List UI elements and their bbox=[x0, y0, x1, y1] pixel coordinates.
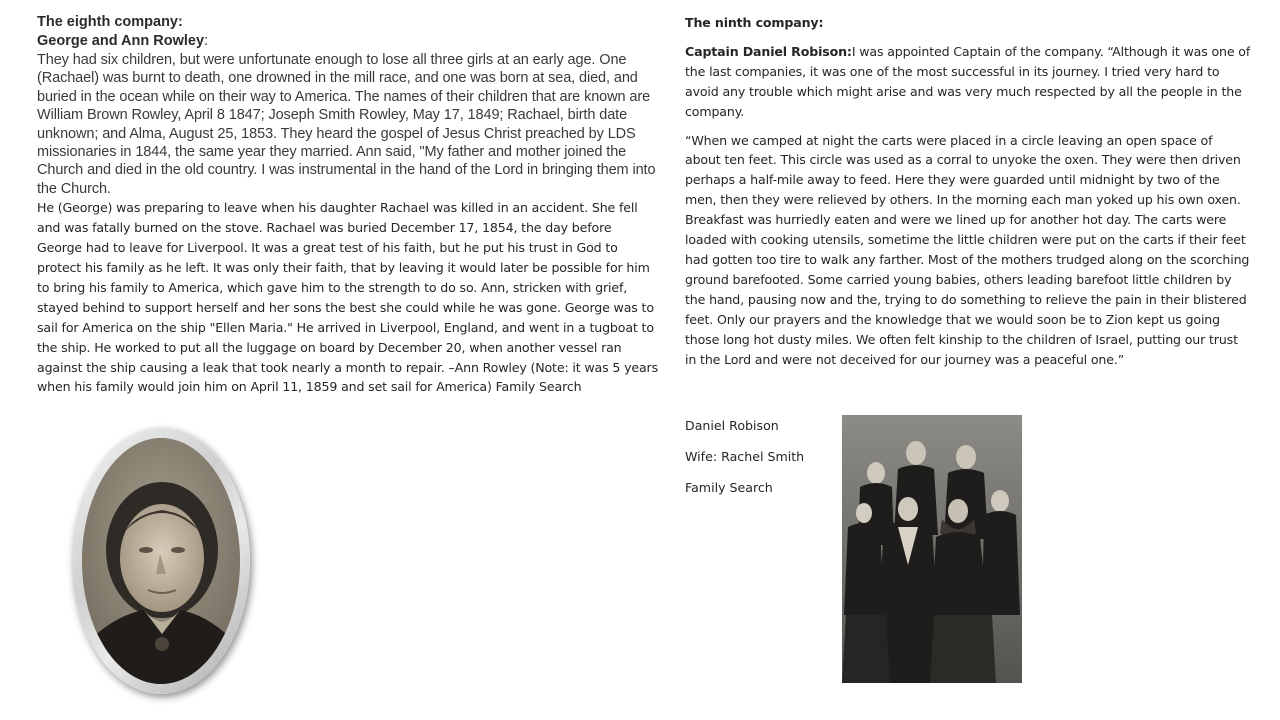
eighth-company-heading: The eighth company: bbox=[37, 14, 183, 30]
family-name-heading bbox=[37, 32, 659, 51]
wife-name: Wife: Rachel Smith bbox=[685, 449, 805, 464]
camp-quote-paragraph: “When we camped at night the carts were placed in a circle leaving an open space of about ten feet. This circle was used as a corral to unyoke the oxen. They were then driven perhaps a half-mile away to feed. Here they were guarded until midnight by two of the men, then they were relieved by others. In the morning each man yoked up his own oxen. Breakfast was hurriedly eaten and were we lined up for another hot day. The carts were loaded with cooking utensils, sometime the little children were put on the carts if their feet had gotten too tire to walk any farther. Most of the mothers trudged along on the scorching ground barefooted. Some carried young babies, others leading barefoot little children by the hand, pausing now and the, trying to do something to relieve the pain in their blistered feet. Only our prayers and the knowledge that we would soon be to Zion kept us going those long hot dusty miles. We often felt kinship to the children of Israel, putting our trust in the Lord and were not deceived for our journey was a peaceful one.” bbox=[685, 132, 1250, 367]
captain-paragraph bbox=[685, 42, 1251, 122]
rowley-intro-paragraph: They had six children, but were unfortunate enough to lose all three girls at an early age. One (Rachael) was burnt to death, one drowned in the mill race, and one was born at sea, died, and buried in the ocean while on their way to America. The names of their children that are known are William Brown Rowley, April 8 1847; Joseph Smith Rowley, May 17, 1849; Rachael, birth date unknown; and Alma, August 25, 1853. They heard the gospel of Jesus Christ preached by LDS missionaries in 1844, the same year they married. Ann said, "My father and mother joined the Church and died in the old country. I was instrumental in the hand of the Lord in bringing them into the Church. bbox=[37, 52, 656, 197]
family-name-colon: : bbox=[204, 33, 209, 49]
right-column bbox=[685, 13, 1251, 378]
ann-rowley-portrait bbox=[82, 438, 240, 684]
family-photo-image bbox=[842, 415, 1022, 683]
ninth-company-heading: The ninth company: bbox=[685, 15, 824, 30]
portrait-image bbox=[82, 438, 240, 684]
source-label: Family Search bbox=[685, 480, 773, 495]
captain-name: Daniel Robison bbox=[685, 418, 779, 433]
captain-label: Captain Daniel Robison: bbox=[685, 43, 852, 59]
robison-family-photo bbox=[842, 415, 1022, 683]
caption-block bbox=[685, 416, 804, 509]
left-column bbox=[37, 13, 659, 397]
rowley-story-paragraph: He (George) was preparing to leave when his daughter Rachael was killed in an accident. She fell and was fatally burned on the stove. Rachael was buried December 17, 1854, the day before George had to leave for Liverpool. It was a great test of his faith, but he put his trust in God to protect his family as he left. It was only their faith, that by leaving it would later be possible for him to bring his family to America, which gave him to the strength to do so. Ann, stricken with grief, stayed behind to support herself and her sons the best she could while he was gone. George was to sail for America on the ship "Ellen Maria." He arrived in Liverpool, England, and went in a tugboat to the ship. He worked to put all the luggage on board by December 20, when another vessel ran against the ship causing a leak that took nearly a month to repair. –Ann Rowley (Note: it was 5 years when his family would join him on April 11, 1859 and set sail for America) Family Search bbox=[37, 200, 658, 395]
captain-text: I was appointed Captain of the company. “Although it was one of the last companies, it was one of the most successful in its journey. I tried very hard to avoid any trouble which might arise and was very much respected by all the people in the company. bbox=[685, 43, 1251, 119]
family-name: George and Ann Rowley bbox=[37, 33, 205, 49]
